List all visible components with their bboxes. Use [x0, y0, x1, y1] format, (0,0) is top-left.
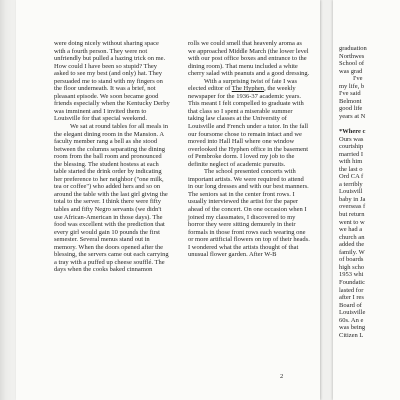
left-column: [54, 40, 170, 274]
next-page-line: church an: [339, 233, 365, 241]
next-page-line: Ours was: [339, 135, 364, 143]
next-page-line: years at N: [339, 112, 366, 120]
next-page-line: of boards: [339, 256, 364, 264]
next-page-line: Louisville: [339, 309, 366, 317]
next-page-line: I've said: [339, 90, 361, 98]
next-page-line: overseas f: [339, 203, 366, 211]
next-page-line: good life: [339, 105, 363, 113]
next-page-line: a terribly: [339, 180, 363, 188]
next-page-line: family. W: [339, 248, 365, 256]
paragraph-text: With a surprising twist of fate I was elected editor of: [188, 77, 298, 93]
paragraph-hyphen-editor: [188, 78, 310, 169]
next-page-line: Foundatic: [339, 278, 365, 286]
next-page-line: courtship: [339, 143, 364, 151]
next-page-line: with him: [339, 158, 363, 166]
paragraph: We sat at round tables for all meals in the elegant dining room in the Mansion. A faculty member rang a bell as she stood between the columns separating the dining room from the ball room and pronounced the blessing. The student hostess at each table started the drink order by indicating her preference to her neighbor ("one milk, tea or coffee") who added hers and so on around the table with the last girl giving the total to the server. I think there were fifty tables and fifty Negro servants (we didn't use African-American in those days). The food was excellent with the prediction that every girl would gain 10 pounds the first semester. Several menus stand out in memory. When the doors opened after the blessing, the servers came out each carrying a tray with a puffed up cheese soufflé. The days when the cooks baked cinnamon: [54, 123, 169, 274]
next-page-line: baby in Ja: [339, 195, 366, 203]
next-page-line: but return: [339, 211, 365, 219]
paragraph: rolls we could smell that heavenly aroma as we approached Middle March (the lower level with our post office boxes and entrance to the dining room). That menu included a white cherry salad with peanuts and a good dressing.: [188, 40, 310, 78]
next-page-line: my life, b: [339, 82, 365, 90]
publication-title: The Hyphen: [231, 85, 265, 93]
next-page-line: Louisvill: [339, 188, 363, 196]
next-page-line: married I: [339, 150, 364, 158]
next-page-line: the last o: [339, 165, 363, 173]
next-page-line: high scho: [339, 263, 365, 271]
next-page-line: Board of: [339, 301, 362, 309]
paragraph: The school presented concerts with important artists. We were required to attend in our long dresses and with our best manners. The seniors sat in the center front rows. I usually interviewed the artist for the paper ahead of the concert. On one occasion when I joined my classmates, I discovered to my horror they were sitting demurely in their formals in those front rows each wearing one or more artificial flowers on top of their heads. I wondered what the artists thought of that unusual flower garden. After W-B: [188, 168, 310, 259]
next-page-line: [339, 120, 400, 128]
next-page-line: we had a: [339, 226, 363, 234]
next-page-line: was being: [339, 324, 366, 332]
next-page-line: I've: [353, 75, 363, 83]
next-page-line: School of: [339, 60, 365, 68]
next-page-line: lasted for: [339, 286, 364, 294]
next-page-line: *Where c: [339, 128, 366, 136]
page-number: 2: [280, 373, 284, 380]
next-page-line: graduation: [339, 45, 367, 52]
next-page-line: Northwes: [339, 52, 365, 60]
memoir-page: [16, 0, 320, 400]
paragraph-text: , the weekly newspaper for the 1936-37 academic years. This meant I felt compelled to graduate with that class so I spent a miserable summer taking law classes at the University of Louisville and French under a tutor. In the fall our foursome chose to remain intact and we moved into Hall Hall where one window overlooked the Hyphen office in the basement of Pembroke dorm. I loved my job to the definite neglect of academic pursuits.: [188, 85, 309, 168]
next-page-line: went to w: [339, 218, 365, 226]
next-page-line: 1953 whi: [339, 271, 364, 279]
paragraph: were doing nicely without sharing space with a fourth person. They were not unfriendly but pulled a hazing trick on me. How could I have been so stupid? They asked to see my best (and only) hat. They persuaded me to stand with my fingers on the floor underneath. It was a brief, not pleasant episode. We soon became good friends especially when the Kentucky Derby was imminent and I invited them to Louisville for that special weekend.: [54, 40, 170, 123]
right-column: [188, 40, 310, 259]
next-page-line: after I res: [339, 294, 364, 302]
next-page-column: [339, 45, 400, 339]
next-page-line: was grad: [339, 67, 363, 75]
next-page-line: Ord CA f: [339, 173, 364, 181]
next-page-line: added the: [339, 241, 365, 249]
next-page-partial: [333, 0, 400, 400]
next-page-line: Belmont: [339, 97, 362, 105]
next-page-line: Citizen L: [339, 331, 364, 339]
next-page-line: 60s. An e: [339, 316, 364, 324]
